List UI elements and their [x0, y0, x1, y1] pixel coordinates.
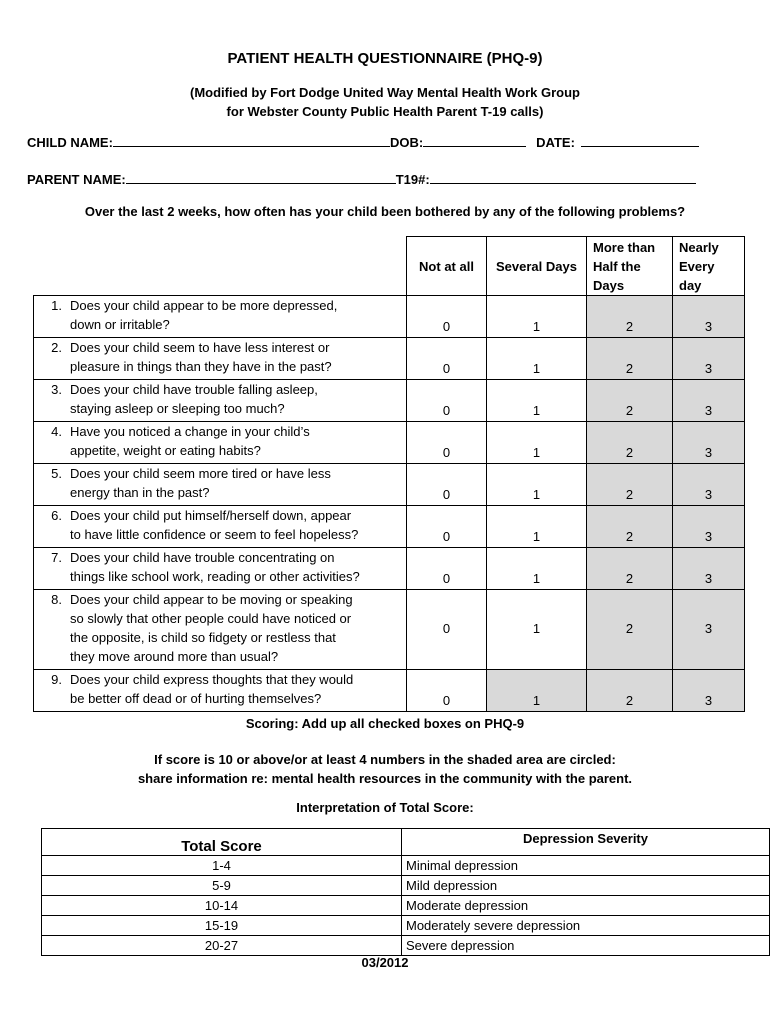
question-text [34, 296, 407, 338]
scoring-rule [0, 750, 770, 788]
col-not-at-all: Not at all [407, 237, 487, 296]
question-text [34, 590, 407, 670]
answer-several-days[interactable]: 1 [487, 506, 587, 548]
answer-more-than-half[interactable]: 2 [587, 506, 673, 548]
score-row [42, 916, 770, 936]
question-line: Does your child have trouble concentrating on [70, 550, 335, 565]
question-line: be better off dead or of hurting themselves? [70, 691, 322, 706]
parent-info-row [27, 170, 700, 187]
score-range: 1-4 [42, 856, 402, 876]
scoring-rule-line-1: If score is 10 or above/or at least 4 numbers in the shaded area are circled: [154, 752, 616, 767]
answer-several-days[interactable]: 1 [487, 380, 587, 422]
t19-label: T19#: [395, 172, 430, 187]
score-interpretation-table [41, 828, 770, 956]
question-line: so slowly that other people could have noticed or [70, 611, 352, 626]
form-title: PATIENT HEALTH QUESTIONNAIRE (PHQ-9) [227, 50, 543, 67]
question-line: Does your child have trouble falling asleep, [70, 382, 318, 397]
form-subtitle [0, 83, 770, 121]
date-label: DATE: [536, 135, 575, 150]
question-line: pleasure in things than they have in the past? [70, 359, 332, 374]
question-line: down or irritable? [70, 317, 170, 332]
answer-nearly-every-day[interactable]: 3 [673, 670, 745, 712]
answer-not-at-all[interactable]: 0 [407, 338, 487, 380]
answer-more-than-half[interactable]: 2 [587, 670, 673, 712]
answer-more-than-half[interactable]: 2 [587, 296, 673, 338]
question-text [34, 338, 407, 380]
question-text [34, 380, 407, 422]
depression-severity-header: Depression Severity [402, 829, 770, 856]
score-table-header [42, 829, 770, 856]
scoring-instruction: Scoring: Add up all checked boxes on PHQ-9 [245, 716, 525, 731]
col-nearly-every-day [673, 237, 745, 296]
parent-name-field[interactable] [126, 170, 396, 184]
answer-not-at-all[interactable]: 0 [407, 548, 487, 590]
question-line: Does your child seem to have less interest or [70, 340, 330, 355]
answer-nearly-every-day[interactable]: 3 [673, 548, 745, 590]
answer-nearly-every-day[interactable]: 3 [673, 380, 745, 422]
question-line: appetite, weight or eating habits? [70, 443, 261, 458]
question-line: the opposite, is child so fidgety or restless that [70, 630, 336, 645]
answer-nearly-every-day[interactable]: 3 [673, 590, 745, 670]
col-several-days: Several Days [487, 237, 587, 296]
phq9-table [33, 236, 745, 712]
answer-more-than-half[interactable]: 2 [587, 338, 673, 380]
severity-label: Mild depression [402, 876, 770, 896]
question-line: energy than in the past? [70, 485, 210, 500]
question-number: 5. [51, 466, 62, 481]
question-line: Does your child seem more tired or have less [70, 466, 331, 481]
severity-label: Moderately severe depression [402, 916, 770, 936]
question-number: 1. [51, 298, 62, 313]
score-range: 10-14 [42, 896, 402, 916]
col-more-than-half-l2: Half the [593, 258, 641, 274]
subtitle-line-1: (Modified by Fort Dodge United Way Mental Health Work Group [190, 85, 580, 100]
question-line: Have you noticed a change in your child’s [70, 424, 310, 439]
answer-not-at-all[interactable]: 0 [407, 590, 487, 670]
answer-nearly-every-day[interactable]: 3 [673, 422, 745, 464]
interpretation-title: Interpretation of Total Score: [296, 800, 474, 815]
score-range: 20-27 [42, 936, 402, 956]
score-row [42, 856, 770, 876]
question-row-4 [34, 422, 745, 464]
question-text [34, 464, 407, 506]
question-number: 2. [51, 340, 62, 355]
question-line: Does your child put himself/herself down, appear [70, 508, 352, 523]
answer-not-at-all[interactable]: 0 [407, 296, 487, 338]
question-number: 6. [51, 508, 62, 523]
answer-several-days[interactable]: 1 [487, 422, 587, 464]
answer-not-at-all[interactable]: 0 [407, 506, 487, 548]
question-row-6 [34, 506, 745, 548]
answer-nearly-every-day[interactable]: 3 [673, 506, 745, 548]
score-row [42, 876, 770, 896]
question-number: 4. [51, 424, 62, 439]
question-row-5 [34, 464, 745, 506]
question-row-2 [34, 338, 745, 380]
answer-several-days[interactable]: 1 [487, 296, 587, 338]
question-line: Does your child appear to be more depressed, [70, 298, 338, 313]
question-number: 7. [51, 550, 62, 565]
score-row [42, 936, 770, 956]
score-range: 5-9 [42, 876, 402, 896]
answer-several-days[interactable]: 1 [487, 338, 587, 380]
question-row-1 [34, 296, 745, 338]
answer-nearly-every-day[interactable]: 3 [673, 296, 745, 338]
scoring-rule-line-2: share information re: mental health resources in the community with the parent. [137, 771, 633, 786]
question-text [34, 670, 407, 712]
answer-not-at-all[interactable]: 0 [407, 464, 487, 506]
answer-nearly-every-day[interactable]: 3 [673, 464, 745, 506]
answer-more-than-half[interactable]: 2 [587, 422, 673, 464]
child-name-field[interactable] [113, 133, 390, 147]
question-prompt: Over the last 2 weeks, how often has your child been bothered by any of the following problems? [84, 204, 686, 219]
header-blank-cell [34, 237, 407, 296]
question-number: 3. [51, 382, 62, 397]
question-row-3 [34, 380, 745, 422]
question-text [34, 422, 407, 464]
question-text [34, 506, 407, 548]
col-nearly-every-l3: day [679, 277, 702, 293]
question-row-7 [34, 548, 745, 590]
question-number: 9. [51, 672, 62, 687]
answer-more-than-half[interactable]: 2 [587, 590, 673, 670]
col-more-than-half-l1: More than [593, 239, 656, 255]
col-more-than-half-l3: Days [593, 277, 625, 293]
question-line: staying asleep or sleeping too much? [70, 401, 285, 416]
severity-label: Moderate depression [402, 896, 770, 916]
child-info-row [27, 133, 703, 150]
parent-name-label: PARENT NAME: [27, 172, 126, 187]
answer-nearly-every-day[interactable]: 3 [673, 338, 745, 380]
question-line: they move around more than usual? [70, 649, 279, 664]
answer-several-days[interactable]: 1 [487, 670, 587, 712]
t19-field[interactable] [430, 170, 696, 184]
form-revision-date: 03/2012 [361, 955, 409, 970]
answer-more-than-half[interactable]: 2 [587, 548, 673, 590]
col-nearly-every-l1: Nearly [679, 239, 719, 255]
score-row [42, 896, 770, 916]
answer-more-than-half[interactable]: 2 [587, 464, 673, 506]
question-text [34, 548, 407, 590]
question-line: things like school work, reading or other activities? [70, 569, 360, 584]
answer-not-at-all[interactable]: 0 [407, 380, 487, 422]
child-name-label: CHILD NAME: [27, 135, 113, 150]
date-field[interactable] [581, 133, 699, 147]
answer-not-at-all[interactable]: 0 [407, 422, 487, 464]
answer-several-days[interactable]: 1 [487, 590, 587, 670]
answer-several-days[interactable]: 1 [487, 548, 587, 590]
severity-label: Severe depression [402, 936, 770, 956]
total-score-header: Total Score [42, 829, 402, 856]
question-row-8 [34, 590, 745, 670]
answer-more-than-half[interactable]: 2 [587, 380, 673, 422]
score-range: 15-19 [42, 916, 402, 936]
dob-field[interactable] [423, 133, 526, 147]
answer-several-days[interactable]: 1 [487, 464, 587, 506]
question-row-9 [34, 670, 745, 712]
severity-label: Minimal depression [402, 856, 770, 876]
subtitle-line-2: for Webster County Public Health Parent T-19 calls) [226, 104, 544, 119]
answer-not-at-all[interactable]: 0 [407, 670, 487, 712]
question-line: to have little confidence or seem to feel hopeless? [70, 527, 359, 542]
dob-label: DOB: [389, 135, 424, 150]
col-more-than-half [587, 237, 673, 296]
col-nearly-every-l2: Every [679, 258, 715, 274]
question-number: 8. [51, 592, 62, 607]
question-line: Does your child appear to be moving or speaking [70, 592, 353, 607]
phq9-header-row [34, 237, 745, 296]
question-line: Does your child express thoughts that they would [70, 672, 354, 687]
